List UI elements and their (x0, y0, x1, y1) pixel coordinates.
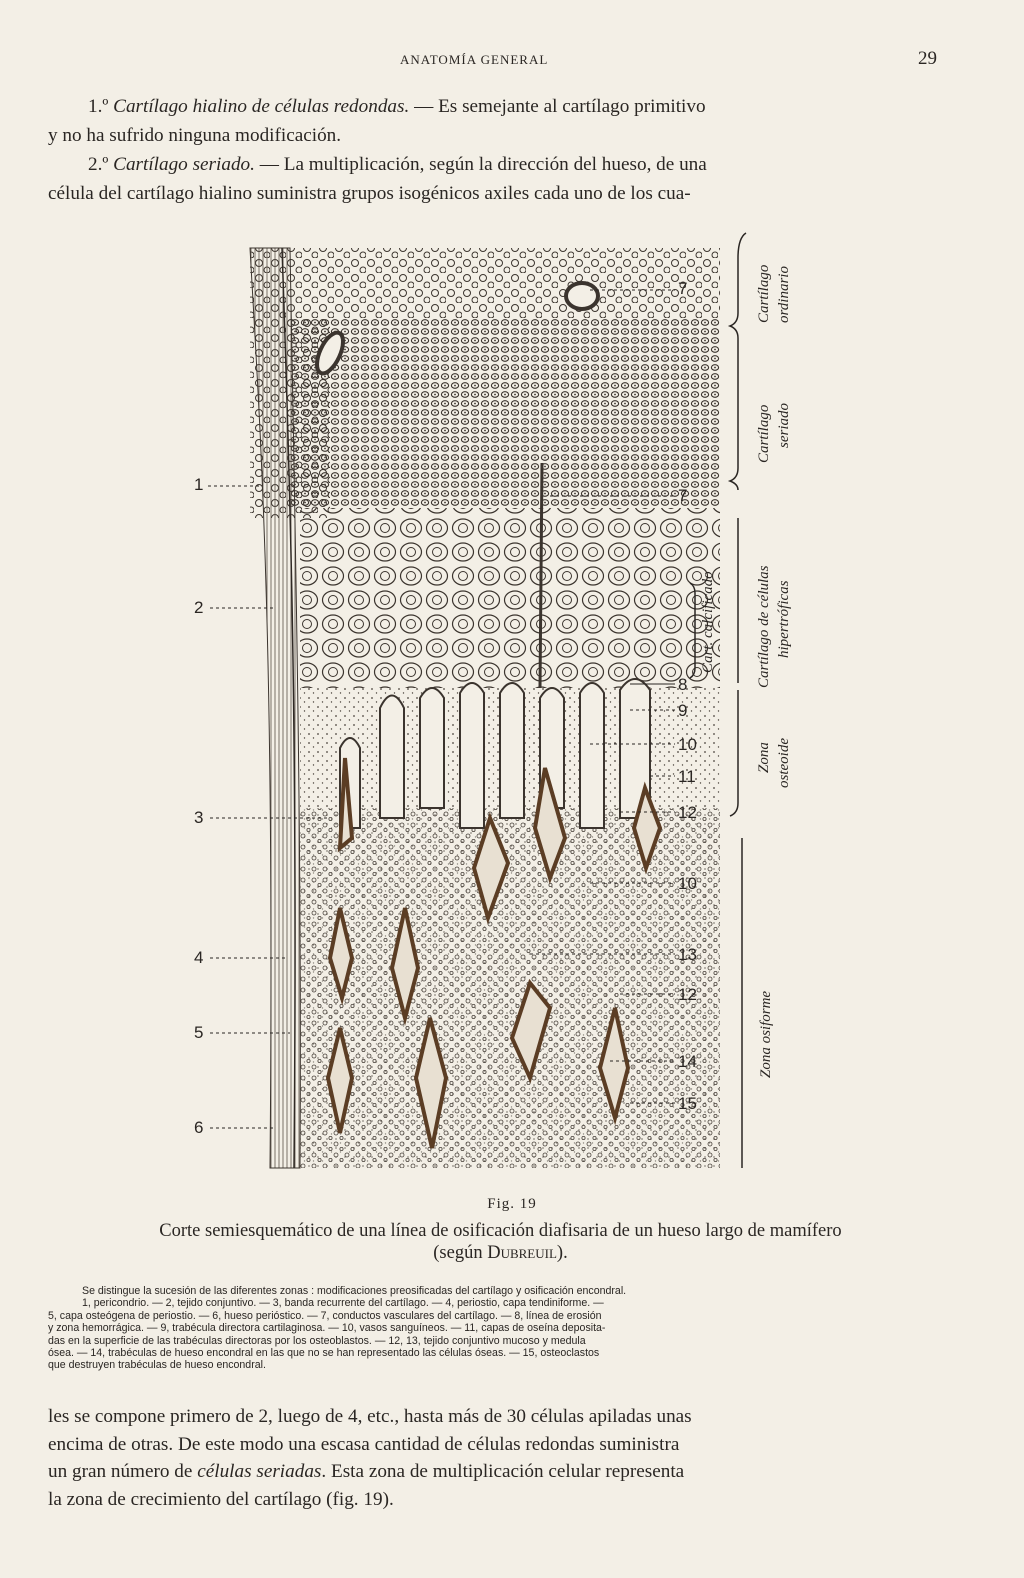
item2-number: 2.º (88, 154, 109, 175)
figure-title: Fig. 19 (487, 1196, 537, 1212)
caption-post: ). (556, 1243, 568, 1263)
label-2: 2 (194, 598, 204, 617)
item2-line (48, 150, 948, 179)
item2-text: — La multiplicación, según la dirección del hueso, de una (254, 154, 707, 175)
caption-author: Dubreuil (487, 1243, 557, 1263)
zone-osteoide-1: Zona (756, 742, 772, 773)
legend-line-5: das en la superficie de las trabéculas directoras por los osteoblastos. — 12, 13, tejido conjuntivo mucoso y medula (48, 1334, 586, 1347)
ordinary-cartilage-region (250, 248, 720, 318)
label-10b: 10 (678, 874, 697, 893)
caption-line-2 (48, 1242, 953, 1264)
label-9: 9 (678, 701, 688, 720)
zone-hipertrofico-1: Cartílago de células (756, 565, 772, 688)
closing-line-2: encima de otras. De este modo una escasa cantidad de células redondas suministra (48, 1433, 680, 1455)
label-8: 8 (678, 675, 688, 694)
hypertrophic-cartilage-region (300, 508, 720, 688)
zone-osiforme: Zona osiforme (758, 990, 774, 1078)
legend-line-4: y zona hemorrágica. — 9, trabécula directora cartilaginosa. — 10, vasos sanguíneos. — 11, capas de oseína deposita- (48, 1322, 606, 1335)
zone-osteoide-2: osteoide (776, 738, 792, 788)
label-3: 3 (194, 808, 204, 827)
label-11: 11 (678, 767, 696, 786)
item1-text-cont: y no ha sufrido ninguna modificación. (48, 125, 342, 146)
intro-text (48, 92, 948, 208)
item1-term: Cartílago hialino de células redondas. (113, 96, 410, 117)
running-title: ANATOMÍA GENERAL (400, 52, 549, 67)
figure-drawing (190, 228, 810, 1178)
zone-hipertrofico-2: hipertróficas (776, 580, 792, 658)
label-7a: 7 (678, 279, 688, 298)
item2-term: Cartílago seriado. (113, 154, 255, 175)
closing-term: células seriadas (197, 1461, 322, 1482)
item1-line (48, 92, 948, 121)
label-15: 15 (678, 1094, 697, 1113)
label-1: 1 (194, 475, 204, 494)
page-number: 29 (918, 48, 937, 69)
vascular-canal-top-right (566, 283, 598, 309)
caption-line-1: Corte semiesquemático de una línea de osificación diafisaria de un hueso largo de mamífero (159, 1221, 842, 1241)
legend-line-7: que destruyen trabéculas de hueso encondral. (48, 1359, 266, 1372)
label-12a: 12 (678, 803, 697, 822)
label-12b: 12 (678, 985, 697, 1004)
caption-pre: (según (433, 1243, 488, 1263)
figure-legend (48, 1285, 951, 1372)
closing-pre: un gran número de (48, 1461, 198, 1482)
label-13: 13 (678, 945, 697, 964)
legend-line-3: 5, capa osteógena de periostio. — 6, hueso perióstico. — 7, conductos vasculares del cartílago. — 8, línea de erosión (48, 1309, 602, 1322)
label-6: 6 (194, 1118, 204, 1137)
ossification-figure (190, 228, 810, 1178)
legend-line-6: ósea. — 14, trabéculas de hueso encondral en las que no se han representado las células óseas. — 15, osteoclastos (48, 1347, 600, 1360)
closing-line-3 (48, 1458, 948, 1486)
label-5: 5 (194, 1023, 204, 1042)
label-14: 14 (678, 1052, 697, 1071)
figure-caption (48, 1220, 953, 1264)
vascular-canal-long (540, 463, 542, 688)
closing-line-1: les se compone primero de 2, luego de 4, etc., hasta más de 30 células apiladas unas (48, 1406, 692, 1427)
item1-number: 1.º (88, 96, 109, 117)
label-4: 4 (194, 948, 204, 967)
item2-text-cont: célula del cartílago hialino suministra grupos isogénicos axiles cada uno de los cua- (48, 183, 691, 204)
zone-ordinario-2: ordinario (776, 266, 792, 323)
zone-seriado-1: Cartílago (756, 404, 772, 463)
legend-line-1: Se distingue la sucesión de las diferentes zonas : modificaciones preosificadas del cartílago y osificación encondral. (82, 1285, 627, 1297)
item1-text: — Es semejante al cartílago primitivo (409, 96, 706, 117)
closing-post: . Esta zona de multiplicación celular representa (321, 1461, 685, 1482)
closing-text (48, 1403, 948, 1513)
closing-line-4: la zona de crecimiento del cartílago (fig. 19). (48, 1488, 394, 1510)
running-header (0, 48, 1024, 72)
periosteum-band (250, 248, 300, 1168)
zone-ordinario-1: Cartílago (756, 264, 772, 323)
legend-line-2: 1, pericondrio. — 2, tejido conjuntivo. — 3, banda recurrente del cartílago. — 4, periostio, capa tendiniforme. — (82, 1297, 604, 1310)
label-7b: 7 (678, 486, 688, 505)
label-10a: 10 (678, 735, 697, 754)
serial-cartilage-region (290, 318, 720, 508)
zone-calcificado: Cart. calcificado (700, 571, 716, 673)
osiform-stipple (300, 808, 720, 1168)
zone-seriado-2: seriado (776, 403, 792, 448)
